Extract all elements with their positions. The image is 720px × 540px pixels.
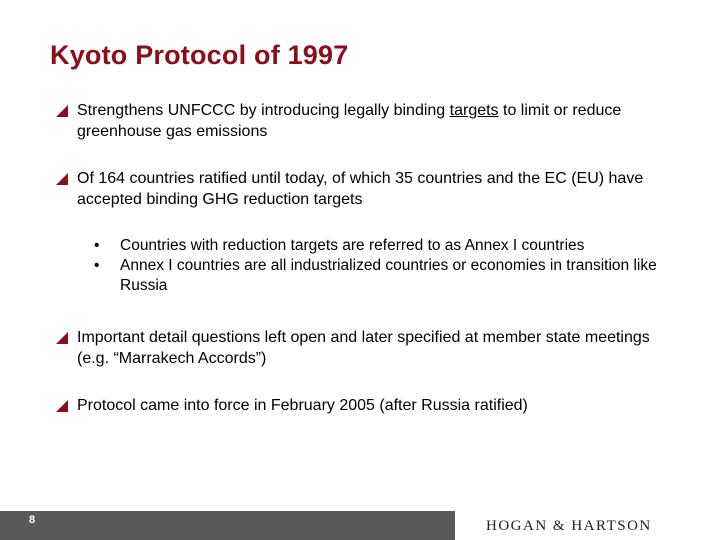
bullet-text: Strengthens UNFCCC by introducing legally binding targets to limit or reduce greenhouse gas emissions [77,102,622,140]
sub-bullet-list [94,236,666,296]
triangle-bullet-icon [56,332,68,344]
slide-title: Kyoto Protocol of 1997 [50,40,349,70]
sub-bullet-text: Countries with reduction targets are referred to as Annex I countries [120,237,585,254]
triangle-bullet-icon [56,105,68,117]
sub-bullet-dot: • [94,257,100,274]
page-number: 8 [29,514,36,526]
triangle-bullet-icon [56,400,68,412]
bullet-item [56,168,666,210]
bullet-item [56,327,666,369]
bullet-text: Protocol came into force in February 2005 (after Russia ratified) [77,397,528,414]
brand-logo-text: HOGAN & HARTSON [486,518,652,534]
bullet-text: Of 164 countries ratified until today, of which 35 countries and the EC (EU) have accepted binding GHG reduction targets [77,170,644,208]
bullet-list [56,100,666,416]
sub-bullet-text: Annex I countries are all industrialized countries or economies in transition like Russia [120,257,657,294]
triangle-bullet-icon [56,173,68,185]
footer [0,511,720,540]
footer-bar [0,511,455,540]
sub-bullet-dot: • [94,237,100,254]
bullet-item [56,100,666,142]
underlined-word: targets [449,102,499,119]
bullet-text: Important detail questions left open and later specified at member state meetings (e.g. “Marrakech Accords”) [77,329,650,367]
bullet-item [56,395,666,416]
sub-bullet-item [94,236,666,256]
sub-bullet-item [94,256,666,296]
